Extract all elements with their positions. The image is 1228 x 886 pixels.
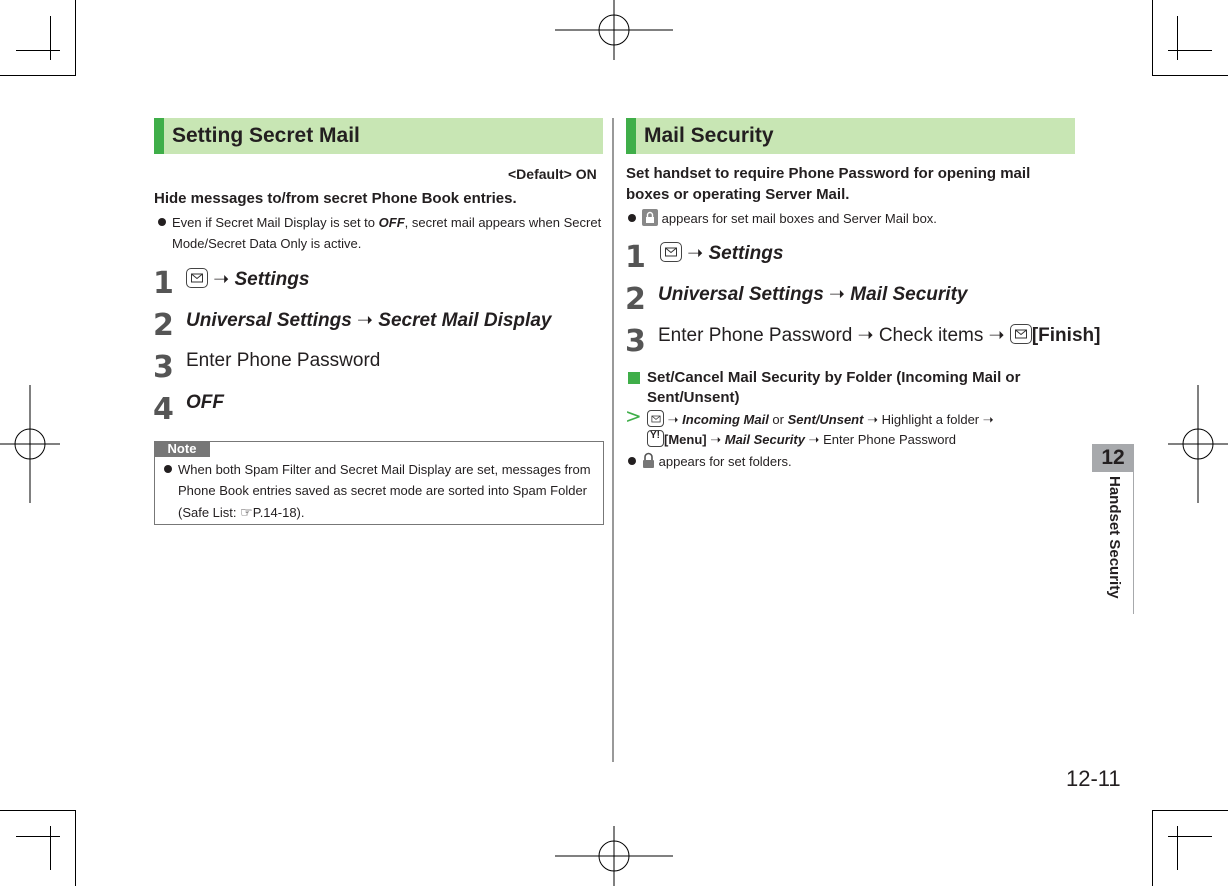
yahoo-key-icon: Y! (647, 430, 664, 447)
step-1: ➝ Settings (186, 268, 309, 291)
sub-heading: Set/Cancel Mail Security by Folder (Incoming Mail or (647, 369, 1021, 386)
bullet-icon (628, 214, 636, 222)
page-number: 12-11 (1066, 766, 1121, 791)
section-title: Mail Security (644, 124, 774, 147)
mail-key-icon (1010, 324, 1032, 344)
bullet-item: appears for set mail boxes and Server Mail box. (628, 209, 937, 226)
step-number: 1 (153, 266, 174, 301)
arrow-icon: ➝ (667, 412, 683, 427)
chapter-number: 12 (1101, 446, 1125, 469)
step-number: 3 (625, 324, 646, 359)
operation-line: ➝ Incoming Mail or Sent/Unsent ➝ Highlight a folder ➝ (647, 410, 994, 428)
operation-chevron-icon: > (625, 404, 642, 428)
operation-line-cont: Y! [Menu] ➝ Mail Security ➝ Enter Phone Password (647, 430, 956, 448)
bullet-item: appears for set folders. (628, 452, 792, 472)
arrow-icon: ➝ (213, 269, 235, 290)
bullet-item-cont: Mode/Secret Data Only is active. (172, 236, 362, 251)
bullet-item: Even if Secret Mail Display is set to OFF, secret mail appears when Secret (158, 215, 601, 230)
section-title: Setting Secret Mail (172, 124, 360, 147)
step-number: 2 (625, 282, 646, 317)
arrow-icon: ➝ (863, 412, 882, 427)
bullet-icon (164, 465, 172, 473)
registration-mark-bottom (555, 826, 673, 886)
lock-icon (642, 209, 658, 226)
padlock-icon (642, 452, 655, 472)
lead-text: Set handset to require Phone Password for opening mail (626, 165, 1031, 182)
registration-mark-top (555, 0, 673, 60)
section-heading-mail-security (626, 118, 1075, 154)
step-1: ➝ Settings (660, 242, 783, 265)
bullet-icon (158, 218, 166, 226)
note-text-cont: Phone Book entries saved as secret mode are sorted into Spam Folder (178, 483, 587, 498)
step-3: Enter Phone Password (186, 350, 381, 371)
note-text-cont: (Safe List: ☞P.14-18). (178, 504, 305, 520)
lead-text-cont: boxes or operating Server Mail. (626, 186, 850, 203)
step-3: Enter Phone Password ➝ Check items ➝ [Finish] (658, 325, 1101, 346)
sub-heading-cont: Sent/Unsent) (647, 389, 740, 406)
chapter-label: Handset Security (1106, 476, 1123, 599)
bullet-icon (628, 457, 636, 465)
step-number: 1 (625, 240, 646, 275)
step-number: 2 (153, 308, 174, 343)
arrow-icon: ➝ (852, 325, 879, 346)
note-text: When both Spam Filter and Secret Mail Display are set, messages from (164, 462, 591, 477)
section-heading-secret-mail (154, 118, 603, 154)
step-2: Universal Settings ➝ Mail Security (658, 284, 968, 305)
arrow-icon: ➝ (706, 432, 725, 447)
mail-key-icon (660, 242, 682, 262)
arrow-icon: ➝ (351, 310, 379, 331)
green-square-icon (628, 372, 640, 384)
note-label: Note (154, 441, 210, 457)
reference-hand-icon: ☞ (240, 504, 253, 520)
registration-mark-right (1168, 385, 1228, 503)
mail-key-icon (186, 268, 208, 288)
arrow-icon: ➝ (823, 284, 851, 305)
lead-text: Hide messages to/from secret Phone Book entries. (154, 190, 517, 207)
chapter-tab-border (1133, 444, 1134, 614)
mail-key-icon (647, 410, 664, 427)
step-4: OFF (186, 392, 224, 413)
arrow-icon: ➝ (804, 432, 824, 447)
arrow-icon: ➝ (979, 412, 994, 427)
default-value: <Default> ON (508, 166, 597, 182)
step-2: Universal Settings ➝ Secret Mail Display (186, 310, 552, 331)
arrow-icon: ➝ (687, 243, 709, 264)
step-number: 3 (153, 350, 174, 385)
column-divider (612, 118, 614, 762)
arrow-icon: ➝ (983, 325, 1010, 346)
registration-mark-left (0, 385, 60, 503)
step-number: 4 (153, 392, 174, 427)
